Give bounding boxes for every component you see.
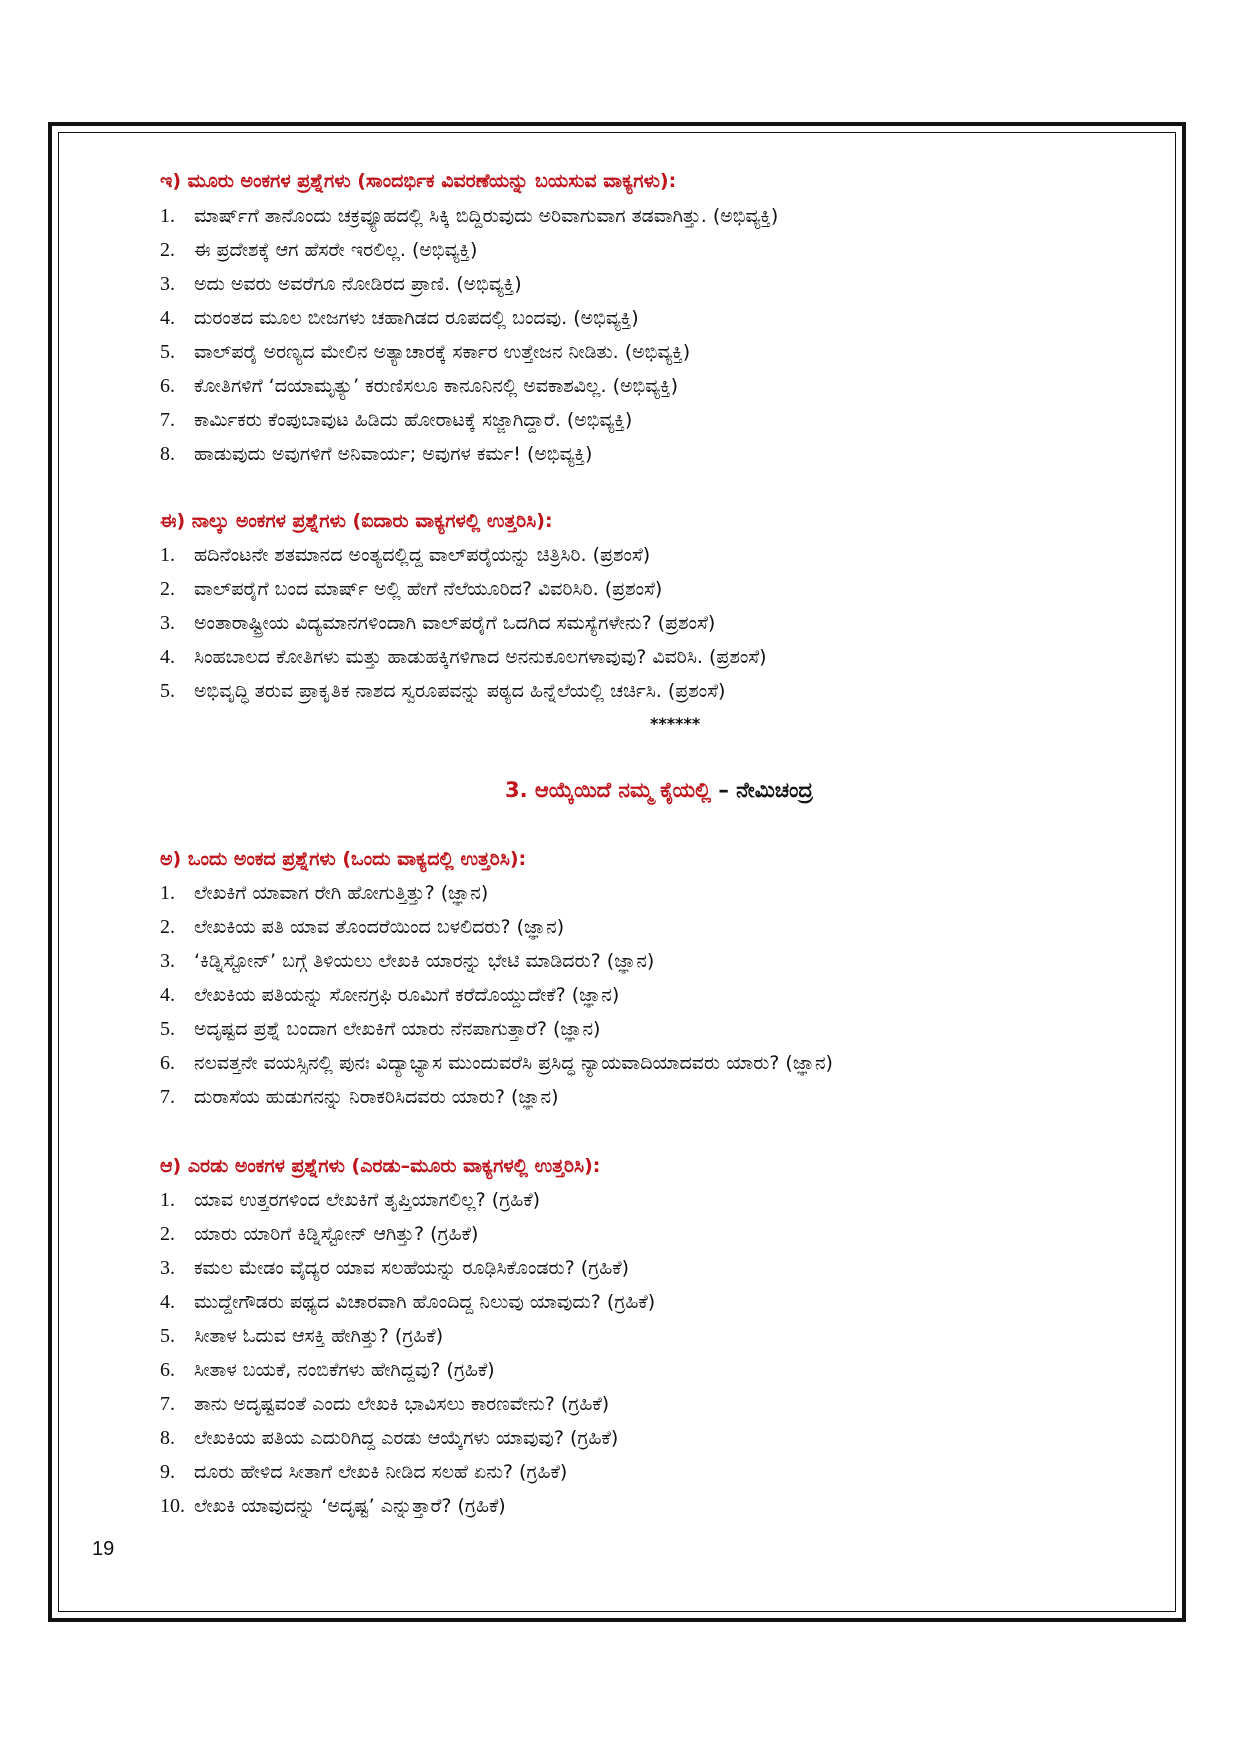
- question-number: 4.: [160, 984, 175, 1006]
- question-item: [160, 1425, 618, 1451]
- question-number: 3.: [160, 950, 175, 972]
- question-item: [160, 1255, 629, 1281]
- question-text: ಸಿಂಹಬಾಲದ ಕೋತಿಗಳು ಮತ್ತು ಹಾಡುಹಕ್ಕಿಗಳಿಗಾದ ಅನನುಕೂಲಗಳಾವುವು? ವಿವರಿಸಿ. (ಪ್ರಶಂಸೆ): [194, 646, 767, 668]
- question-text: ಹಾಡುವುದು ಅವುಗಳಿಗೆ ಅನಿವಾರ್ಯ; ಅವುಗಳ ಕರ್ಮ! (ಅಭಿವ್ಯಕ್ತಿ): [194, 443, 593, 465]
- question-text: ದೂರು ಹೇಳಿದ ಸೀತಾಗೆ ಲೇಖಕಿ ನೀಡಿದ ಸಲಹೆ ಏನು? (ಗ್ರಹಿಕೆ): [194, 1461, 568, 1483]
- question-text: ‘ಕಿಡ್ನಿಸ್ಟೋನ್’ ಬಗ್ಗೆ ತಿಳಿಯಲು ಲೇಖಕಿ ಯಾರನ್ನು ಭೇಟಿ ಮಾಡಿದರು? (ಜ್ಞಾನ): [194, 950, 655, 972]
- question-item: [160, 1187, 540, 1213]
- question-item: [160, 373, 678, 399]
- question-item: [160, 237, 477, 263]
- question-number: 9.: [160, 1461, 175, 1483]
- chapter-dash: –: [711, 778, 737, 802]
- section-heading-four-marks: ಈ) ನಾಲ್ಕು ಅಂಕಗಳ ಪ್ರಶ್ನೆಗಳು (ಐದಾರು ವಾಕ್ಯಗಳಲ್ಲಿ ಉತ್ತರಿಸಿ):: [160, 510, 553, 532]
- question-item: [160, 1050, 833, 1076]
- question-text: ಲೇಖಕಿಗೆ ಯಾವಾಗ ರೇಗಿ ಹೋಗುತ್ತಿತ್ತು? (ಜ್ಞಾನ): [194, 882, 489, 904]
- question-number: 1.: [160, 544, 175, 566]
- question-item: [160, 948, 654, 974]
- question-item: [160, 339, 690, 365]
- question-item: [160, 1459, 567, 1485]
- section-heading-two-marks: ಆ) ಎರಡು ಅಂಕಗಳ ಪ್ರಶ್ನೆಗಳು (ಎರಡು–ಮೂರು ವಾಕ್ಯಗಳಲ್ಲಿ ಉತ್ತರಿಸಿ):: [160, 1155, 601, 1177]
- chapter-author: ನೇಮಿಚಂದ್ರ: [736, 778, 813, 802]
- question-item: [160, 441, 592, 467]
- question-number: 8.: [160, 443, 175, 465]
- question-item: [160, 644, 767, 670]
- question-text: ಕಾರ್ಮಿಕರು ಕೆಂಪುಬಾವುಟ ಹಿಡಿದು ಹೋರಾಟಕ್ಕೆ ಸಜ್ಜಾಗಿದ್ದಾರೆ. (ಅಭಿವ್ಯಕ್ತಿ): [194, 409, 633, 431]
- question-number: 7.: [160, 1086, 175, 1108]
- question-text: ದುರಂತದ ಮೂಲ ಬೀಜಗಳು ಚಹಾಗಿಡದ ರೂಪದಲ್ಲಿ ಬಂದವು. (ಅಭಿವ್ಯಕ್ತಿ): [194, 307, 639, 329]
- question-item: [160, 203, 778, 229]
- question-item: [160, 1391, 609, 1417]
- question-text: ಲೇಖಕಿ ಯಾವುದನ್ನು ‘ಅದೃಷ್ಟ’ ಎನ್ನುತ್ತಾರೆ? (ಗ್ರಹಿಕೆ): [194, 1495, 506, 1517]
- question-number: 2.: [160, 1223, 175, 1245]
- question-text: ಅದು ಅವರು ಅವರೆಗೂ ನೋಡಿರದ ಪ್ರಾಣಿ. (ಅಭಿವ್ಯಕ್ತಿ): [194, 273, 522, 295]
- question-number: 7.: [160, 409, 175, 431]
- section-separator: ******: [650, 714, 701, 733]
- question-text: ಕಮಲ ಮೇಡಂ ವೈದ್ಯರ ಯಾವ ಸಲಹೆಯನ್ನು ರೂಢಿಸಿಕೊಂಡರು? (ಗ್ರಹಿಕೆ): [194, 1257, 629, 1279]
- question-number: 3.: [160, 273, 175, 295]
- question-item: [160, 305, 639, 331]
- question-text: ಯಾರು ಯಾರಿಗೆ ಕಿಡ್ನಿಸ್ಟೋನ್ ಆಗಿತ್ತು? (ಗ್ರಹಿಕೆ): [194, 1223, 479, 1245]
- question-text: ಹದಿನೆಂಟನೇ ಶತಮಾನದ ಅಂತ್ಯದಲ್ಲಿದ್ದ ವಾಲ್‌ಪರೈಯನ್ನು ಚಿತ್ರಿಸಿರಿ. (ಪ್ರಶಂಸೆ): [194, 544, 651, 566]
- question-item: [160, 1289, 655, 1315]
- question-number: 3.: [160, 1257, 175, 1279]
- page-number: 19: [92, 1538, 115, 1560]
- question-number: 10.: [160, 1495, 185, 1517]
- question-item: [160, 1084, 559, 1110]
- question-number: 3.: [160, 612, 175, 634]
- question-item: [160, 576, 662, 602]
- question-number: 7.: [160, 1393, 175, 1415]
- section-heading-one-mark: ಅ) ಒಂದು ಅಂಕದ ಪ್ರಶ್ನೆಗಳು (ಒಂದು ವಾಕ್ಯದಲ್ಲಿ ಉತ್ತರಿಸಿ):: [160, 848, 527, 870]
- question-text: ನಲವತ್ತನೇ ವಯಸ್ಸಿನಲ್ಲಿ ಪುನಃ ವಿದ್ಯಾಭ್ಯಾಸ ಮುಂದುವರೆಸಿ ಪ್ರಸಿದ್ಧ ನ್ಯಾಯವಾದಿಯಾದವರು ಯಾರು? (ಜ್ಞಾನ): [194, 1052, 833, 1074]
- question-text: ಅಂತಾರಾಷ್ಟ್ರೀಯ ವಿದ್ಯಮಾನಗಳಿಂದಾಗಿ ವಾಲ್‌ಪರೈಗೆ ಒದಗಿದ ಸಮಸ್ಯೆಗಳೇನು? (ಪ್ರಶಂಸೆ): [194, 612, 716, 634]
- question-item: [160, 880, 488, 906]
- question-number: 5.: [160, 680, 175, 702]
- question-item: [160, 1221, 478, 1247]
- question-text: ಅಭಿವೃದ್ಧಿ ತರುವ ಪ್ರಾಕೃತಿಕ ನಾಶದ ಸ್ವರೂಪವನ್ನು ಪಠ್ಯದ ಹಿನ್ನೆಲೆಯಲ್ಲಿ ಚರ್ಚಿಸಿ. (ಪ್ರಶಂಸೆ): [194, 680, 726, 702]
- question-number: 5.: [160, 1018, 175, 1040]
- question-text: ಮುದ್ದೇಗೌಡರು ಪಥ್ಯದ ವಿಚಾರವಾಗಿ ಹೊಂದಿದ್ದ ನಿಲುವು ಯಾವುದು? (ಗ್ರಹಿಕೆ): [194, 1291, 656, 1313]
- question-number: 4.: [160, 646, 175, 668]
- question-number: 5.: [160, 341, 175, 363]
- question-item: [160, 982, 619, 1008]
- section-heading-three-marks: ಇ) ಮೂರು ಅಂಕಗಳ ಪ್ರಶ್ನೆಗಳು (ಸಾಂದರ್ಭಿಕ ವಿವರಣೆಯನ್ನು ಬಯಸುವ ವಾಕ್ಯಗಳು):: [160, 170, 677, 192]
- question-item: [160, 271, 522, 297]
- question-number: 6.: [160, 1052, 175, 1074]
- question-text: ವಾಲ್‌ಪರೈಗೆ ಬಂದ ಮಾರ್ಷ್ ಅಲ್ಲಿ ಹೇಗೆ ನೆಲೆಯೂರಿದ? ವಿವರಿಸಿರಿ. (ಪ್ರಶಂಸೆ): [194, 578, 663, 600]
- question-number: 6.: [160, 375, 175, 397]
- question-text: ಮಾರ್ಷ್‌ಗೆ ತಾನೊಂದು ಚಕ್ರವ್ಯೂಹದಲ್ಲಿ ಸಿಕ್ಕಿ ಬಿದ್ದಿರುವುದು ಅರಿವಾಗುವಾಗ ತಡವಾಗಿತ್ತು. (ಅಭಿವ್ಯಕ್ತಿ): [194, 205, 779, 227]
- question-text: ದುರಾಸೆಯ ಹುಡುಗನನ್ನು ನಿರಾಕರಿಸಿದವರು ಯಾರು? (ಜ್ಞಾನ): [194, 1086, 559, 1108]
- question-text: ಈ ಪ್ರದೇಶಕ್ಕೆ ಆಗ ಹೆಸರೇ ಇರಲಿಲ್ಲ. (ಅಭಿವ್ಯಕ್ತಿ): [194, 239, 478, 261]
- question-number: 1.: [160, 1189, 175, 1211]
- question-item: [160, 1493, 506, 1519]
- question-number: 5.: [160, 1325, 175, 1347]
- question-text: ಲೇಖಕಿಯ ಪತಿಯ ಎದುರಿಗಿದ್ದ ಎರಡು ಆಯ್ಕೆಗಳು ಯಾವುವು? (ಗ್ರಹಿಕೆ): [194, 1427, 619, 1449]
- question-text: ಸೀತಾಳ ಓದುವ ಆಸಕ್ತಿ ಹೇಗಿತ್ತು? (ಗ್ರಹಿಕೆ): [194, 1325, 444, 1347]
- question-item: [160, 407, 632, 433]
- question-number: 8.: [160, 1427, 175, 1449]
- question-number: 2.: [160, 239, 175, 261]
- question-item: [160, 542, 650, 568]
- question-number: 4.: [160, 1291, 175, 1313]
- question-text: ಲೇಖಕಿಯ ಪತಿಯನ್ನು ಸೋನಗ್ರಫಿ ರೂಮಿಗೆ ಕರೆದೊಯ್ದುದೇಕೆ? (ಜ್ಞಾನ): [194, 984, 620, 1006]
- question-item: [160, 914, 564, 940]
- chapter-title-text: 3. ಆಯ್ಕೆಯಿದೆ ನಮ್ಮ ಕೈಯಲ್ಲಿ: [505, 778, 712, 802]
- question-text: ಕೋತಿಗಳಿಗೆ ‘ದಯಾಮೃತ್ಯು’ ಕರುಣಿಸಲೂ ಕಾನೂನಿನಲ್ಲಿ ಅವಕಾಶವಿಲ್ಲ. (ಅಭಿವ್ಯಕ್ತಿ): [194, 375, 679, 397]
- question-number: 2.: [160, 916, 175, 938]
- question-item: [160, 1016, 600, 1042]
- question-number: 1.: [160, 882, 175, 904]
- question-text: ಸೀತಾಳ ಬಯಕೆ, ನಂಬಿಕೆಗಳು ಹೇಗಿದ್ದವು? (ಗ್ರಹಿಕೆ): [194, 1359, 495, 1381]
- question-text: ಯಾವ ಉತ್ತರಗಳಿಂದ ಲೇಖಕಿಗೆ ತೃಪ್ತಿಯಾಗಲಿಲ್ಲ? (ಗ್ರಹಿಕೆ): [194, 1189, 541, 1211]
- question-item: [160, 1323, 443, 1349]
- question-text: ಅದೃಷ್ಟದ ಪ್ರಶ್ನೆ ಬಂದಾಗ ಲೇಖಕಿಗೆ ಯಾರು ನೆನಪಾಗುತ್ತಾರೆ? (ಜ್ಞಾನ): [194, 1018, 601, 1040]
- question-number: 6.: [160, 1359, 175, 1381]
- question-item: [160, 1357, 495, 1383]
- question-text: ತಾನು ಅದೃಷ್ಟವಂತೆ ಎಂದು ಲೇಖಕಿ ಭಾವಿಸಲು ಕಾರಣವೇನು? (ಗ್ರಹಿಕೆ): [194, 1393, 610, 1415]
- question-item: [160, 610, 715, 636]
- question-text: ಲೇಖಕಿಯ ಪತಿ ಯಾವ ತೊಂದರೆಯಿಂದ ಬಳಲಿದರು? (ಜ್ಞಾನ): [194, 916, 565, 938]
- question-number: 1.: [160, 205, 175, 227]
- question-number: 2.: [160, 578, 175, 600]
- question-number: 4.: [160, 307, 175, 329]
- question-item: [160, 678, 725, 704]
- question-text: ವಾಲ್‌ಪರೈ ಅರಣ್ಯದ ಮೇಲಿನ ಅತ್ಯಾಚಾರಕ್ಕೆ ಸರ್ಕಾರ ಉತ್ತೇಜನ ನೀಡಿತು. (ಅಭಿವ್ಯಕ್ತಿ): [194, 341, 691, 363]
- chapter-title: [505, 778, 813, 803]
